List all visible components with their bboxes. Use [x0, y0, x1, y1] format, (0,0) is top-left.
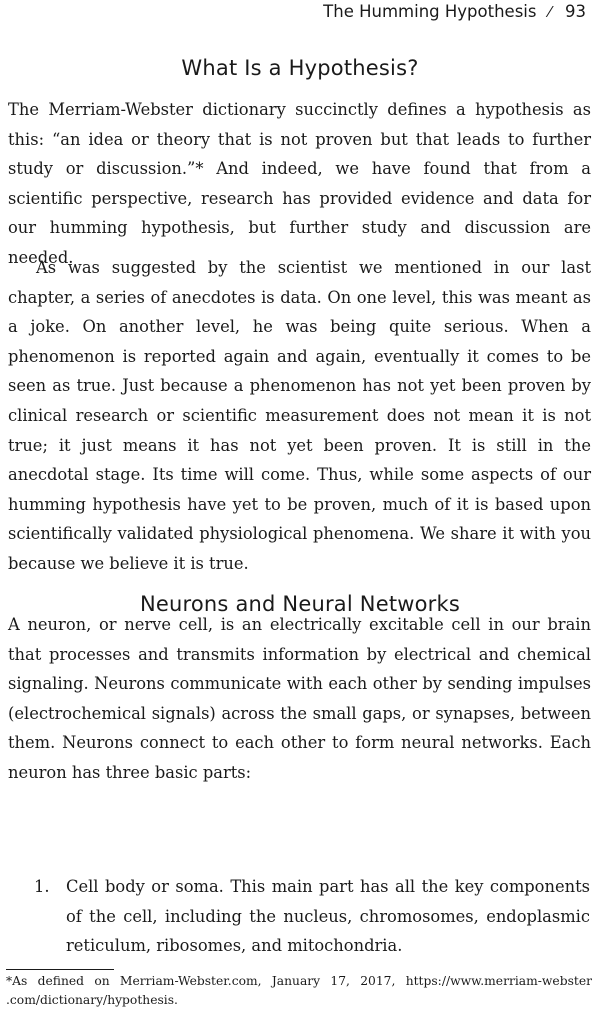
- list-item-text: Cell body or soma. This main part has all the key components of the cell, including the nucleus, chromosomes, endoplasmic reticulum, ribosomes, and mitochondria.: [66, 877, 590, 956]
- list-marker: 1.: [34, 877, 50, 896]
- footnote-rule: [6, 969, 114, 970]
- paragraph: As was suggested by the scientist we mentioned in our last chapter, a series of anecdotes is data. On one level, this was meant as a joke. On another level, he was being quite serious. When a phenomenon is reported again and again, eventually it comes to be seen as true. Just because a phenomenon has not yet been proven by clinical research or scientific measurement does not mean it is not true; it just means it has not yet been proven. It is still in the anecdotal stage. Its time will come. Thus, while some aspects of our humming hypothesis have yet to be proven, much of it is based upon scientifically validated physiological phenomena. We share it with you because we believe it is true.: [8, 258, 591, 573]
- footnote: *As defined on Merriam-Webster.com, January 17, 2017, https://www.merriam-webster .com/dictionary/hypothesis.: [6, 974, 592, 1007]
- paragraph: The Merriam-Webster dictionary succinctly defines a hypothesis as this: “an idea or theory that is not proven but that leads to further study or discussion.”* And indeed, we have found that from a scientific perspective, research has provided evidence and data for our humming hypothesis, but further study and discussion are needed.: [8, 100, 591, 267]
- running-head-separator: ⁄: [548, 3, 551, 21]
- page-number: 93: [565, 2, 586, 21]
- section-heading-neurons: Neurons and Neural Networks: [139, 592, 461, 616]
- running-head-title: The Humming Hypothesis: [323, 2, 537, 21]
- running-head: [323, 2, 586, 21]
- section-heading-hypothesis: What Is a Hypothesis?: [181, 56, 419, 80]
- paragraph: A neuron, or nerve cell, is an electrically excitable cell in our brain that processes and transmits information by electrical and chemical signaling. Neurons communicate with each other by sending impulses (electrochemical signals) across the small gaps, or synapses, between them. Neurons connect to each other to form neural networks. Each neuron has three basic parts:: [8, 615, 591, 782]
